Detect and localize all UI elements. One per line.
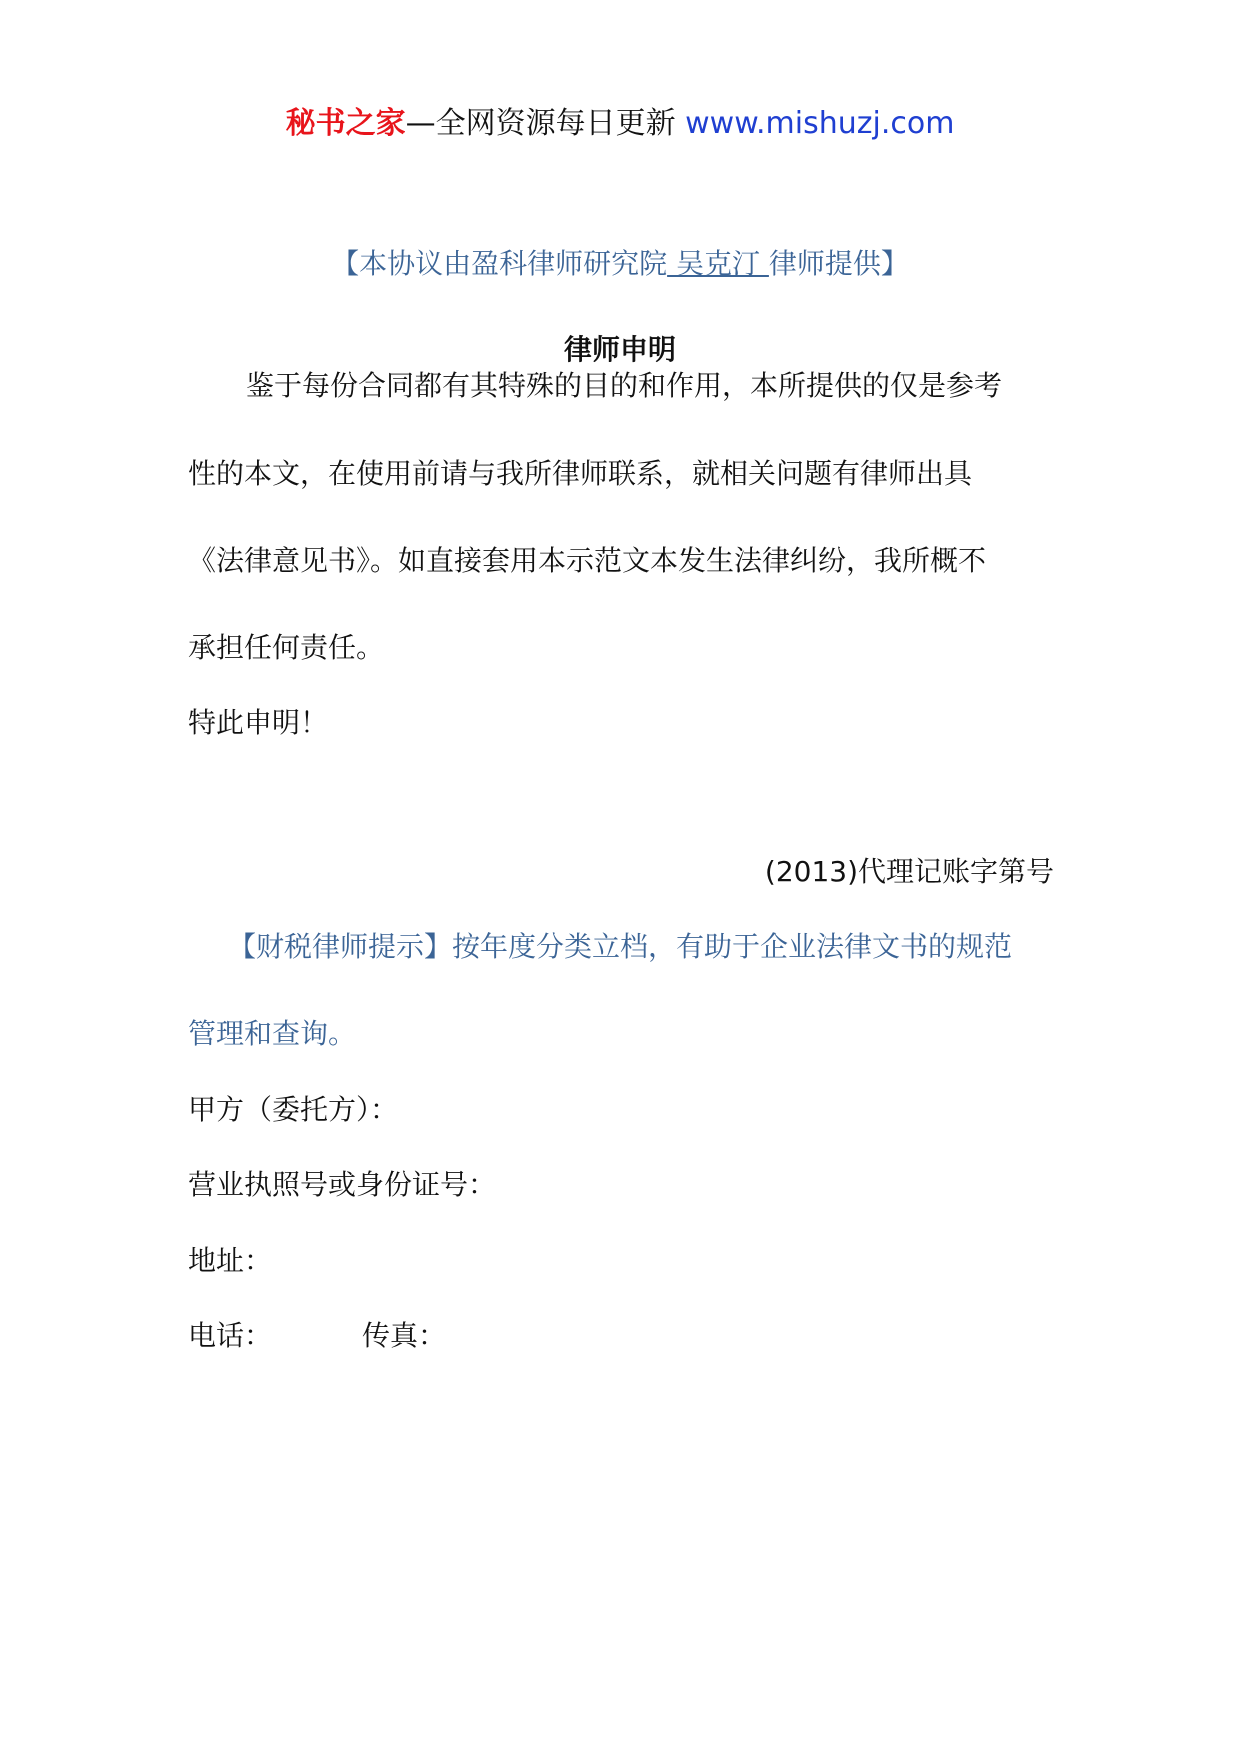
fax-label: 传真： xyxy=(362,1319,447,1352)
site-url-link[interactable]: www.mishuzj.com xyxy=(685,106,955,141)
phone-label: 电话： xyxy=(188,1319,273,1352)
license-number-label: 营业执照号或身份证号： xyxy=(188,1168,497,1201)
statement-closing: 特此申明！ xyxy=(188,706,329,739)
statement-line-3: 《法律意见书》。如直接套用本示范文本发生法律纠纷，我所概不 xyxy=(188,544,987,577)
document-number: (2013)代理记账字第号 xyxy=(764,855,1054,888)
site-header xyxy=(0,104,1240,144)
tip-line-2: 管理和查询。 xyxy=(188,1017,357,1050)
site-tagline: —全网资源每日更新 xyxy=(405,106,686,141)
party-a-label: 甲方（委托方）： xyxy=(188,1093,399,1126)
tip-line-1: 【财税律师提示】按年度分类立档，有助于企业法律文书的规范 xyxy=(228,930,1013,963)
provider-note xyxy=(0,244,1240,284)
lawyer-name: 吴克汀 xyxy=(667,247,769,280)
statement-title: 律师申明 xyxy=(563,333,676,366)
site-brand: 秘书之家 xyxy=(285,106,406,141)
provider-prefix: 【本协议由盈科律师研究院 xyxy=(331,247,668,280)
contact-row xyxy=(188,1316,688,1356)
provider-suffix: 律师提供】 xyxy=(768,247,909,280)
address-label: 地址： xyxy=(188,1244,273,1277)
statement-line-4: 承担任何责任。 xyxy=(188,631,385,664)
statement-line-1: 鉴于每份合同都有其特殊的目的和作用，本所提供的仅是参考 xyxy=(246,369,1003,402)
statement-line-2: 性的本文，在使用前请与我所律师联系，就相关问题有律师出具 xyxy=(188,457,973,490)
